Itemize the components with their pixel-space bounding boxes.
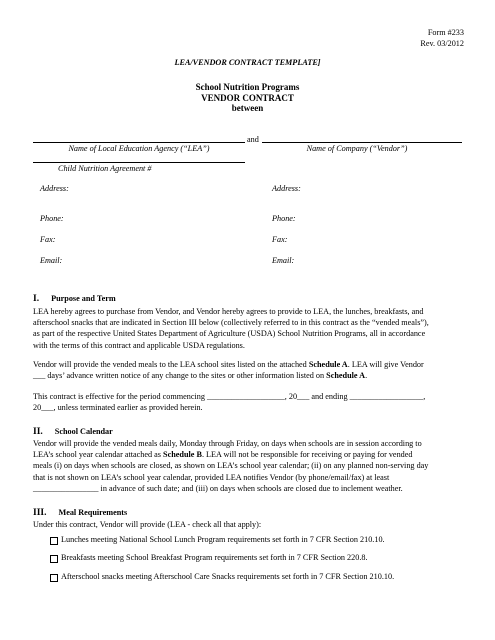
text-run: ___ days’ advance written notice of any change to the sites or other information listed on xyxy=(33,371,327,381)
paragraph-line: with the terms of this contract and applicable USDA regulations. xyxy=(33,340,245,350)
paragraph-line: meals (i) on days when schools are closed, as shown on LEA’s school year calendar; (ii) on any planned non-serving day xyxy=(33,461,429,471)
section-3-title: Meal Requirements xyxy=(58,508,128,517)
section-2-paragraph-1 xyxy=(33,438,473,494)
and-word: and xyxy=(247,135,259,144)
paragraph-line: afterschool snacks that are indicated in Section III below (collectively referred to in this contract as the “vended meals”), xyxy=(33,318,429,328)
paragraph-line xyxy=(33,449,473,460)
paragraph-line: 20___, unless terminated earlier as provided herein. xyxy=(33,403,203,413)
section-3-heading xyxy=(33,502,127,520)
agreement-number-label: Child Nutrition Agreement # xyxy=(58,164,152,173)
paragraph-line: Vendor will provide the vended meals daily, Monday through Friday, on days when schools are in session according to xyxy=(33,439,422,448)
section-2-heading xyxy=(33,421,113,439)
vendor-fax-label: Fax: xyxy=(272,235,288,244)
schedule-a-ref: Schedule A xyxy=(326,371,366,381)
section-2-title: School Calendar xyxy=(54,427,113,436)
paragraph-line: This contract is effective for the period commencing ___________________, 20___ and ending __________________, xyxy=(33,392,426,401)
text-run: . LEA will give Vendor xyxy=(347,360,424,369)
breakfasts-checkbox[interactable] xyxy=(50,555,58,563)
vendor-phone-label: Phone: xyxy=(272,214,296,223)
snacks-checkbox[interactable] xyxy=(50,574,58,582)
snacks-option-label: Afterschool snacks meeting Afterschool Care Snacks requirements set forth in 7 CFR Section 210.10. xyxy=(61,572,395,581)
document-title xyxy=(0,82,495,114)
paragraph-line xyxy=(33,370,473,381)
section-1-number: I. xyxy=(33,294,40,304)
lea-email-label: Email: xyxy=(40,256,63,265)
vendor-email-label: Email: xyxy=(272,256,295,265)
lunches-checkbox[interactable] xyxy=(50,537,58,545)
section-3-number: III. xyxy=(33,508,47,518)
lea-address-label: Address: xyxy=(40,184,69,193)
vendor-address-label: Address: xyxy=(272,184,301,193)
template-title: LEA/VENDOR CONTRACT TEMPLATE] xyxy=(174,58,321,67)
paragraph-line xyxy=(33,359,473,370)
paragraph-line: as part of the respective United States Department of Agriculture (USDA) School Nutrition Programs, all in accordance xyxy=(33,329,426,339)
paragraph-line: LEA hereby agrees to purchase from Vendor, and Vendor hereby agrees to provide to LEA, the lunches, breakfasts, and xyxy=(33,307,424,316)
vendor-name-label: Name of Company (“Vendor”) xyxy=(306,144,408,153)
text-run: LEA’s school year calendar attached as xyxy=(33,450,164,460)
section-1-paragraph-2 xyxy=(33,359,473,381)
schedule-b-ref: Schedule B xyxy=(163,450,202,460)
lea-fax-label: Fax: xyxy=(40,235,56,244)
lea-name-label: Name of Local Education Agency (“LEA”) xyxy=(68,144,210,153)
paragraph-line: that is not shown on LEA’s school year calendar, provided LEA notifies Vendor (by phone/email/fax) at least xyxy=(33,472,390,482)
section-3-intro: Under this contract, Vendor will provide (LEA - check all that apply): xyxy=(33,520,262,529)
schedule-a-ref: Schedule A xyxy=(308,360,348,369)
title-line-3: between xyxy=(231,103,264,113)
lea-phone-label: Phone: xyxy=(40,214,64,223)
form-revision: Rev. 03/2012 xyxy=(420,39,464,48)
section-1-paragraph-3 xyxy=(33,391,473,413)
section-1-title: Purpose and Term xyxy=(51,294,116,303)
lunches-option-label: Lunches meeting National School Lunch Program requirements set forth in 7 CFR Section 210.10. xyxy=(61,535,385,544)
title-line-2: VENDOR CONTRACT xyxy=(201,92,294,103)
section-1-paragraph-1 xyxy=(33,306,473,351)
breakfasts-option-label: Breakfasts meeting School Breakfast Program requirements set forth in 7 CFR Section 220.8. xyxy=(61,553,368,562)
text-run: Vendor will provide the vended meals to the LEA school sites listed on the attached xyxy=(33,360,309,369)
text-run: . LEA will not be responsible for receiving or paying for vended xyxy=(201,450,413,460)
title-line-1: School Nutrition Programs xyxy=(195,82,300,92)
section-2-number: II. xyxy=(33,427,43,437)
form-number: Form #233 xyxy=(427,28,464,37)
section-1-heading xyxy=(33,288,116,306)
text-run: . xyxy=(365,371,368,381)
paragraph-line: ________________ in advance of such date; and (iii) on days when schools are closed due to inclement weather. xyxy=(33,483,403,493)
